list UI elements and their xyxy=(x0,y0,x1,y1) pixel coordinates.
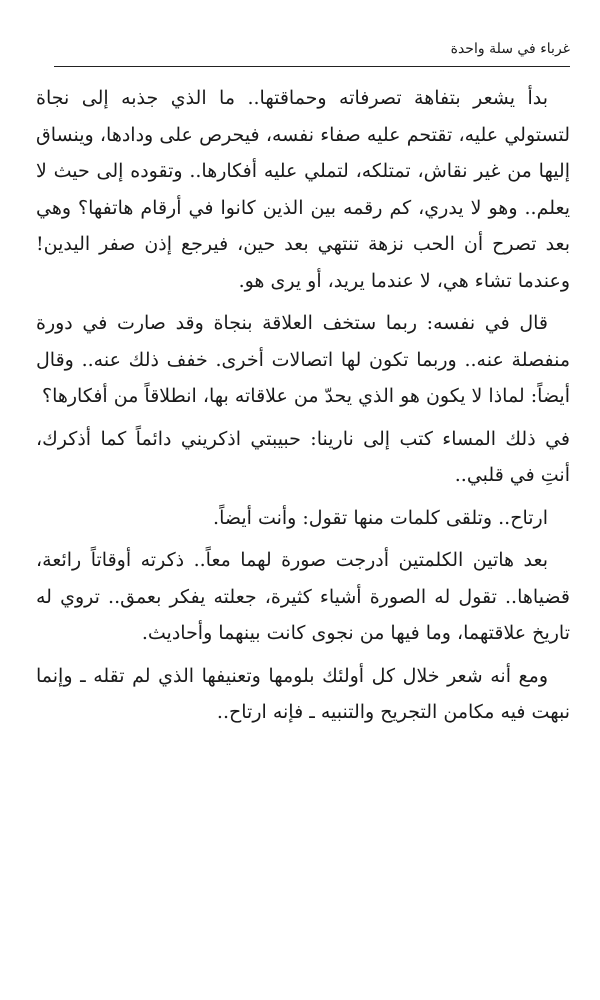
body-text xyxy=(36,80,570,737)
paragraph: بدأ يشعر بتفاهة تصرفاته وحماقتها.. ما الذي جذبه إلى نجاة لتستولي عليه، تقتحم عليه صفاء نفسه، فيحرص على ودادها، وينساق إليها من غير نقاش، تمتلكه، لتملي عليه أفكارها.. وتقوده إلى حيث لا يعلم.. وهو لا يدري، كم رقمه بين الذين كانوا في أرقام هاتفها؟ وهي بعد تصرح أن الحب نزهة تنتهي بعد حين، فيرجع إذن صفر اليدين! وعندما تشاء هي، لا عندما يريد، أو يرى هو. xyxy=(36,87,570,292)
running-header xyxy=(54,38,570,67)
paragraph: قال في نفسه: ربما ستخف العلاقة بنجاة وقد صارت في دورة منفصلة عنه.. وربما تكون لها اتصالات أخرى. خفف ذلك عنه.. وقال أيضاً: لماذا لا يكون هو الذي يحدّ من علاقاته بها، انطلاقاً من أفكارها؟ xyxy=(36,312,570,407)
paragraph: بعد هاتين الكلمتين أدرجت صورة لهما معاً.. ذكرته أوقاتاً رائعة، قضياها.. تقول له الصورة أشياء كثيرة، جعلته يفكر بعمق.. تروي له تاريخ علاقتهما، وما فيها من نجوى كانت بينهما وأحاديث. xyxy=(36,549,570,644)
paragraph: ومع أنه شعر خلال كل أولئك بلومها وتعنيفها الذي لم تقله ـ وإنما نبهت فيه مكامن التجريح والتنبيه ـ فإنه ارتاح.. xyxy=(36,664,570,723)
paragraph: في ذلك المساء كتب إلى نارينا: حبيبتي اذكريني دائماً كما أذكرك، أنتِ في قلبي.. xyxy=(36,427,570,486)
paragraph: ارتاح.. وتلقى كلمات منها تقول: وأنت أيضاً. xyxy=(213,506,548,529)
book-title: غرباء في سلة واحدة xyxy=(450,41,570,57)
